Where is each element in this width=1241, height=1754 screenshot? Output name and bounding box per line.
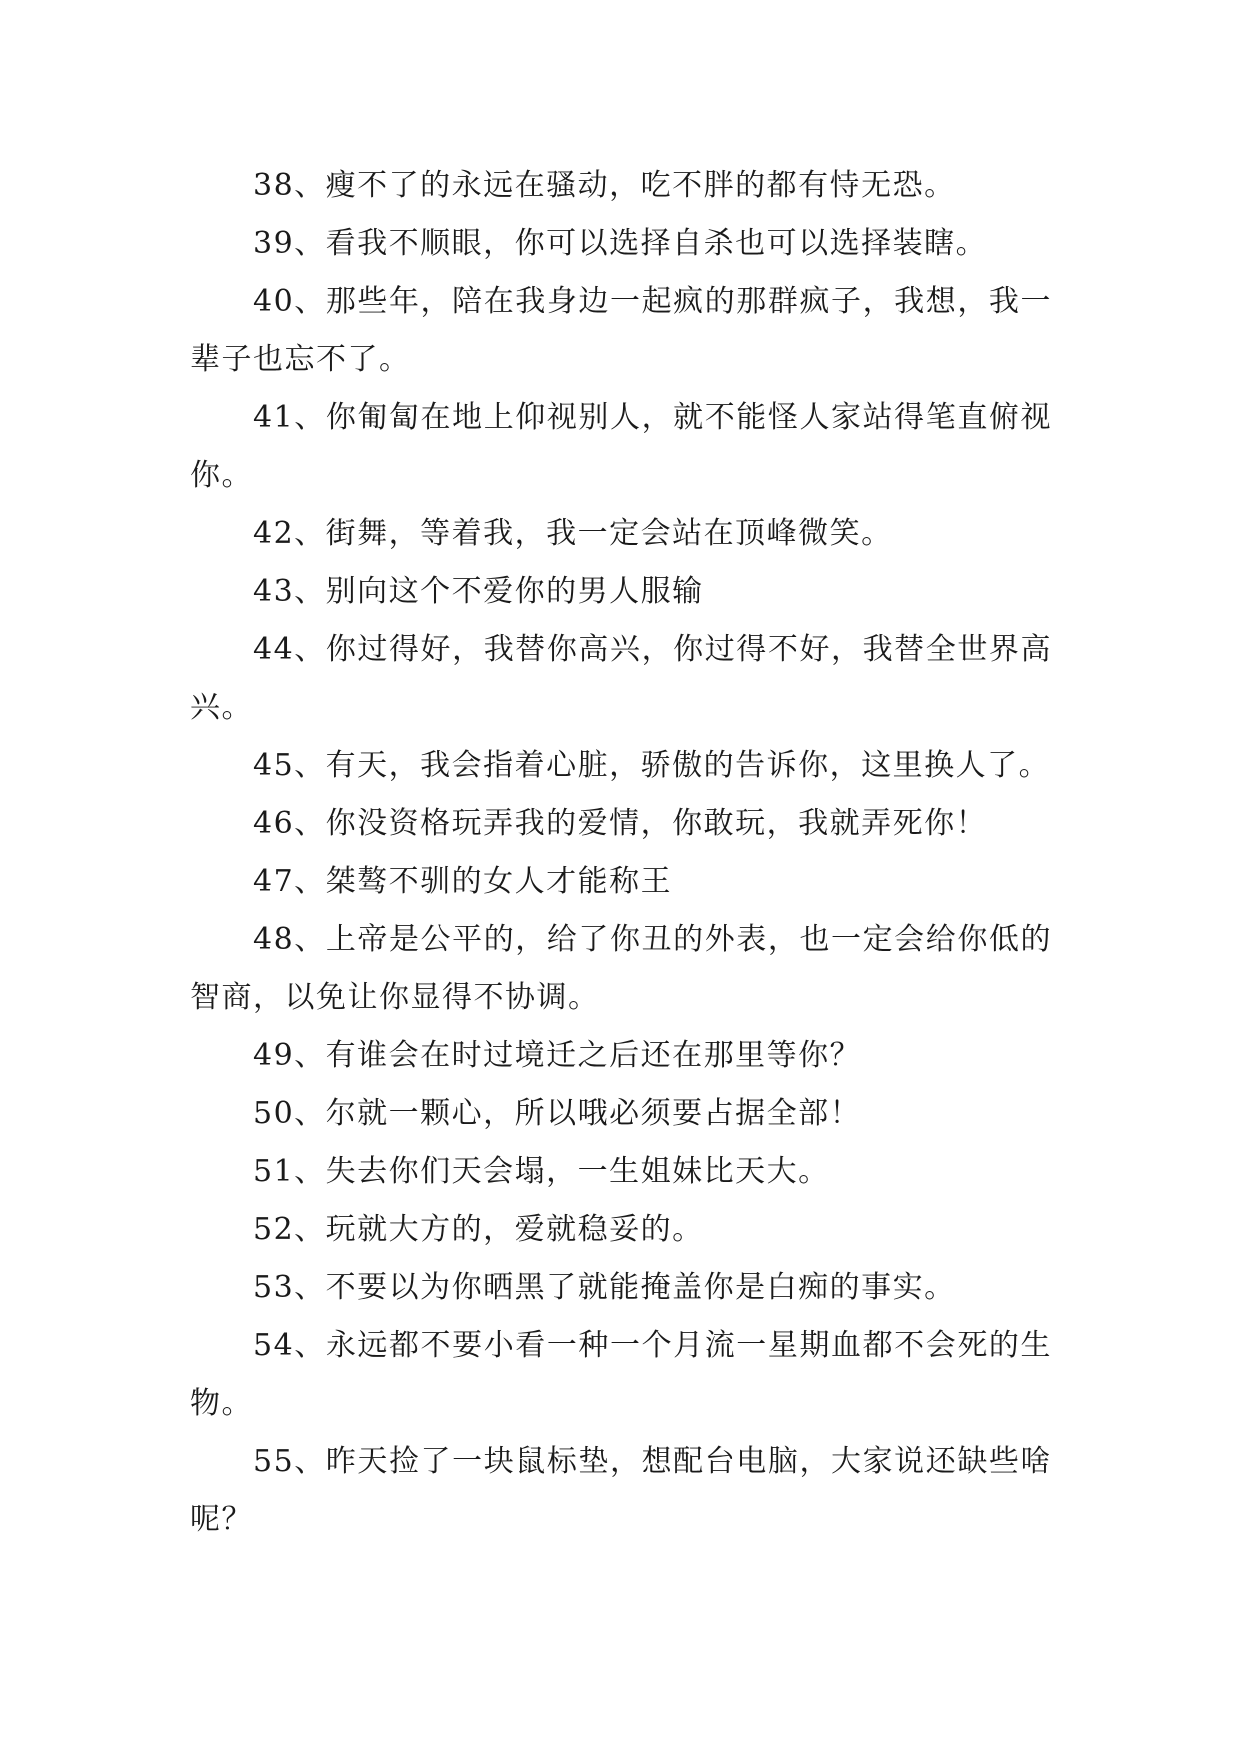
- list-item: 41、你匍匐在地上仰视别人，就不能怪人家站得笔直俯视你。: [190, 400, 1052, 493]
- list-item: 50、尔就一颗心，所以哦必须要占据全部！: [253, 1096, 862, 1131]
- list-item: 43、别向这个不爱你的男人服输: [253, 574, 704, 609]
- list-item: 44、你过得好，我替你高兴，你过得不好，我替全世界高兴。: [190, 632, 1052, 725]
- list-item: 54、永远都不要小看一种一个月流一星期血都不会死的生物。: [190, 1328, 1052, 1421]
- document-body: [190, 157, 1052, 1549]
- list-item: 40、那些年，陪在我身边一起疯的那群疯子，我想，我一辈子也忘不了。: [190, 284, 1052, 377]
- list-item: 47、桀骜不驯的女人才能称王: [253, 864, 673, 899]
- list-item: 51、失去你们天会塌，一生姐妹比天大。: [253, 1154, 830, 1189]
- list-item: 49、有谁会在时过境迁之后还在那里等你？: [253, 1038, 862, 1073]
- list-item: 52、玩就大方的，爱就稳妥的。: [253, 1212, 704, 1247]
- list-item: 39、看我不顺眼，你可以选择自杀也可以选择装瞎。: [253, 226, 988, 261]
- list-item: 53、不要以为你晒黑了就能掩盖你是白痴的事实。: [253, 1270, 956, 1305]
- list-item: 48、上帝是公平的，给了你丑的外表，也一定会给你低的智商，以免让你显得不协调。: [190, 922, 1052, 1015]
- list-item: 42、街舞，等着我，我一定会站在顶峰微笑。: [253, 516, 893, 551]
- list-item: 38、瘦不了的永远在骚动，吃不胖的都有恃无恐。: [253, 168, 956, 203]
- list-item: 45、有天，我会指着心脏，骄傲的告诉你，这里换人了。: [253, 748, 1051, 783]
- list-item: 46、你没资格玩弄我的爱情，你敢玩，我就弄死你！: [253, 806, 988, 841]
- list-item: 55、昨天捡了一块鼠标垫，想配台电脑，大家说还缺些啥呢？: [190, 1444, 1052, 1537]
